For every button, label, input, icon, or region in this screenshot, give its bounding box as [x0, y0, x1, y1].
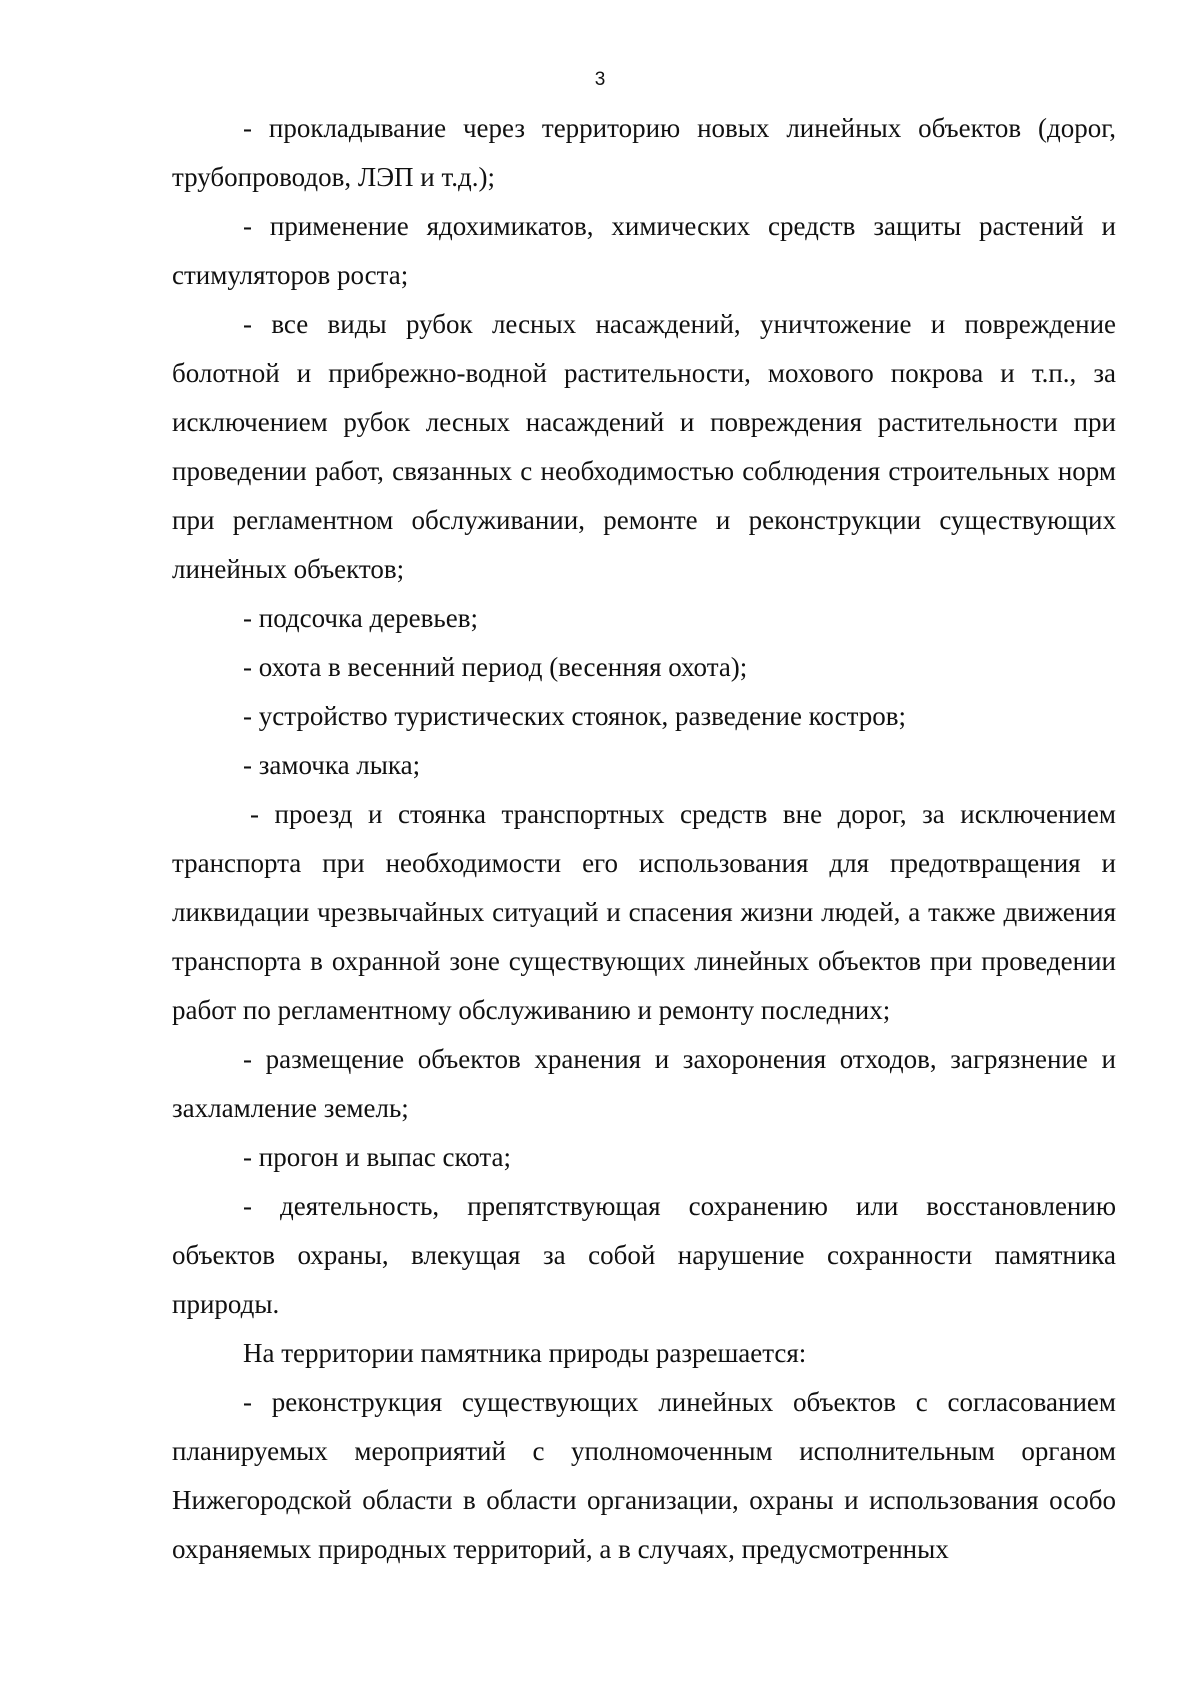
- paragraph-grazing: - прогон и выпас скота;: [243, 1142, 512, 1172]
- paragraph-linear-objects: - прокладывание через территорию новых линейных объектов (дорог, трубопроводов, ЛЭП и т.д.);: [172, 113, 1116, 192]
- paragraph-bast: - замочка лыка;: [243, 750, 421, 780]
- paragraph-chemicals: - применение ядохимикатов, химических средств защиты растений и стимуляторов роста;: [172, 211, 1116, 290]
- paragraph-campsites: - устройство туристических стоянок, разведение костров;: [243, 701, 906, 731]
- paragraph-tapping: - подсочка деревьев;: [243, 603, 478, 633]
- document-body: [172, 104, 1116, 1574]
- paragraph-harmful-activity: - деятельность, препятствующая сохранению или восстановлению объектов охраны, влекущая за собой нарушение сохранности памятника природы.: [172, 1191, 1116, 1319]
- paragraph-spring-hunting: - охота в весенний период (весенняя охота);: [243, 652, 748, 682]
- paragraph-logging: - все виды рубок лесных насаждений, уничтожение и повреждение болотной и прибрежно-водной растительности, мохового покрова и т.п., за исключением рубок лесных насаждений и повреждения растительности при проведении работ, связанных с необходимостью соблюдения строительных норм при регламентном обслуживании, ремонте и реконструкции существующих линейных объектов;: [172, 309, 1116, 584]
- paragraph-waste: - размещение объектов хранения и захоронения отходов, загрязнение и захламление земель;: [172, 1044, 1116, 1123]
- page-number: 3: [594, 69, 606, 90]
- paragraph-permitted-heading: На территории памятника природы разрешается:: [243, 1338, 807, 1368]
- paragraph-reconstruction: - реконструкция существующих линейных объектов с согласованием планируемых мероприятий с уполномоченным исполнительным органом Нижегородской области в области организации, охраны и использования особо охраняемых природных территорий, а в случаях, предусмотренных: [172, 1387, 1116, 1564]
- paragraph-vehicles: - проезд и стоянка транспортных средств вне дорог, за исключением транспорта при необходимости его использования для предотвращения и ликвидации чрезвычайных ситуаций и спасения жизни людей, а также движения транспорта в охранной зоне существующих линейных объектов при проведении работ по регламентному обслуживанию и ремонту последних;: [172, 799, 1116, 1025]
